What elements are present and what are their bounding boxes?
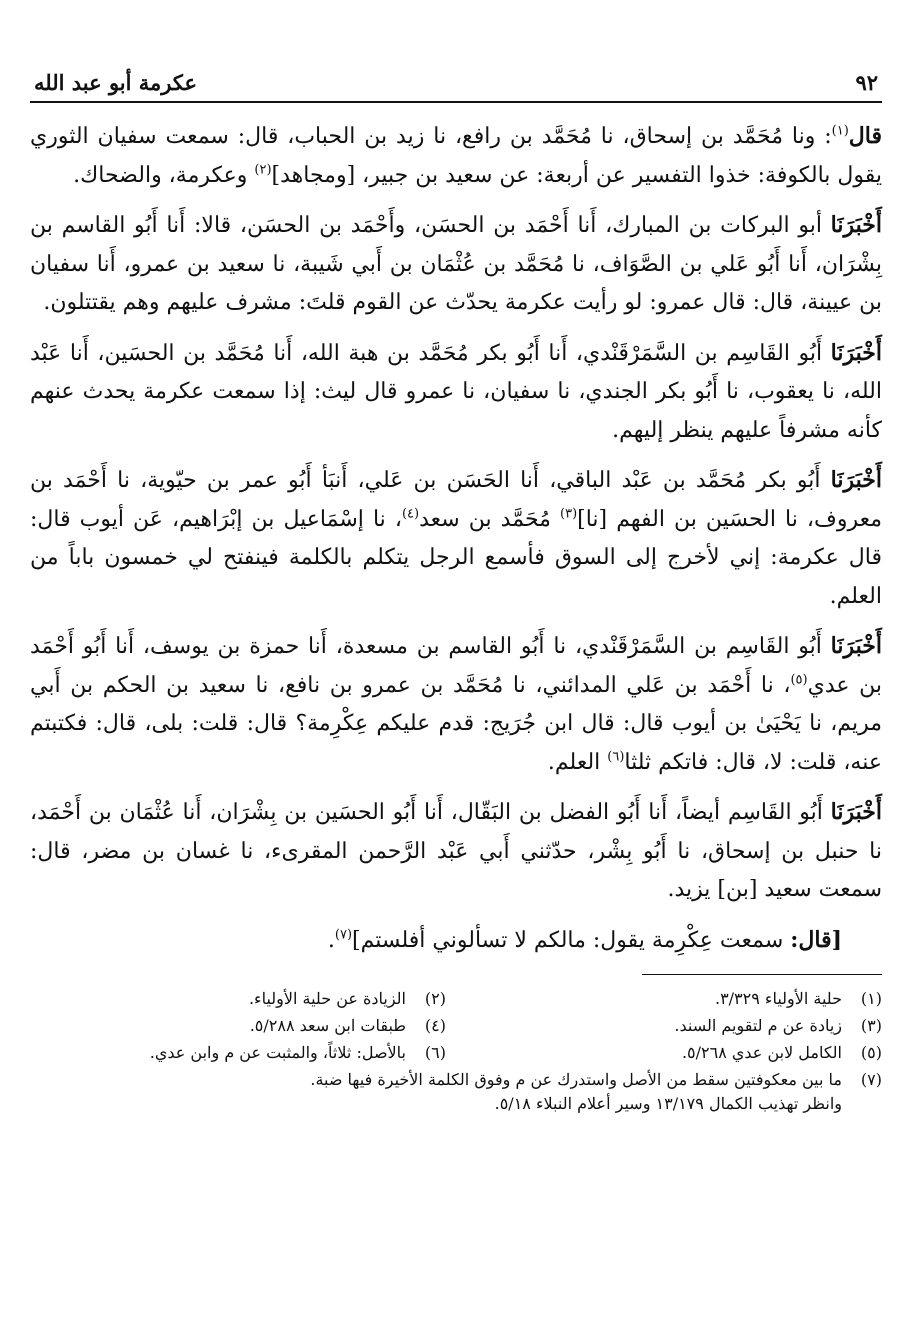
paragraph [30,461,882,616]
paragraph-text: أَبُو بكر مُحَمَّد بن عَبْد الباقي، أَنا الحَسَن بن عَلي، أَنبَأ أَبُو عمر بن حيّوية، نا أَحْمَد بن معروف، نا الحسَين بن الفهم [نا] [30,468,882,532]
paragraph [30,334,882,451]
paragraph [30,793,882,910]
paragraph-lead: أَخْبَرَنَا [830,633,882,659]
paragraph-text: العلم. [547,749,608,775]
paragraph [30,206,882,323]
page-header [30,70,882,101]
paragraph-lead: أَخْبَرَنَا [830,212,882,238]
main-text [30,117,882,960]
paragraph-text: أبو البركات بن المبارك، أَنا أَحْمَد بن الحسَن، وأَحْمَد بن الحسَن، قالا: أَنا أَبُو القاسم بن بِشْرَان، أَنا أَبُو عَلي بن الصَّوَاف، نا مُحَمَّد بن عُثْمَان بن أَبي شَيبة، نا سعيد بن عمرو، أَنا سفيان بن عيينة، قال: قال عمرو: لو رأيت عكرمة يحدّث عن القوم قلتَ: مشرف عليهم وهم يقتتلون. [30,213,882,315]
footnote-ref: (٣) [560,506,578,522]
footnote [30,1014,446,1038]
footnote [466,1014,882,1038]
footnote-ref: (٥) [790,672,808,688]
paragraph-text: أَبُو القَاسِم أيضاً، أَنا أَبُو الفضل بن البَقّال، أَنا أَبُو الحسَين بن بِشْرَان، أَنا عُثْمَان بن أَحْمَد، نا حنبل بن إسحاق، نا أَبُو بِشْر، حدّثني أَبي عَبْد الرَّحمن المقرىء، نا غسان بن مضر، قال: سمعت سعيد [بن] يزيد. [30,800,882,902]
paragraph [30,921,882,961]
footnote-text: زيادة عن م لتقويم السند. [674,1016,842,1035]
paragraph-text: أَبُو القَاسِم بن السَّمَرْقَنْدي، نا أَبُو القاسم بن مسعدة، أَنا حمزة بن يوسف، أَنا أَبُو أَحْمَد بن عدي [30,634,882,698]
book-page [30,70,882,1116]
paragraph-lead: قال [848,123,882,149]
footnote-text: الكامل لابن عدي ٥/٢٦٨. [681,1043,842,1062]
paragraph-text: . [327,927,335,953]
footnote-text: طبقات ابن سعد ٥/٢٨٨. [249,1016,406,1035]
footnote-text: بالأصل: ثلاثاً، والمثبت عن م وابن عدي. [149,1043,406,1062]
paragraph-lead: أَخْبَرَنَا [830,799,882,825]
footnote-ref: (٤) [401,506,420,522]
paragraph-lead: أَخْبَرَنَا [830,339,882,366]
footnote-number: (٤) [424,1016,446,1035]
footnote-number: (١) [860,989,882,1008]
footnote-number: (٥) [860,1043,882,1062]
footnote-ref: (١) [831,123,849,139]
paragraph-text: وعكرمة، والضحاك. [73,162,255,188]
footnote [466,1041,882,1065]
paragraph-text: ، نا أَحْمَد بن عَلي المدائني، نا مُحَمَّد بن عمرو بن نافع، نا سعيد بن الحكم بن أَبي مريم، نا يَحْيَىٰ بن أيوب قال: قال ابن جُرَيج: قدم عليكم عِكْرِمة؟ قال: قلت: بلى، قال: فكتبتم عنه، قلت: لا، قال: فاتكم ثلثا [30,672,882,775]
footnotes [30,987,882,1116]
running-title: عكرمة أبو عبد الله [34,70,198,95]
footnote-text: الزيادة عن حلية الأولياء. [248,989,406,1008]
footnote [30,1041,446,1065]
paragraph-text: سمعت عِكْرِمة يقول: مالكم لا تسألوني أفلستم] [352,927,791,953]
paragraph-text: ، نا إسْمَاعيل بن إبْرَاهيم، عَن أيوب قال: قال عكرمة: إني لأخرج إلى السوق فأسمع الرجل يتكلم بالكلمة فينفتح لي خمسون باباً من العلم. [30,506,882,609]
paragraph-text: أَبُو القَاسِم بن السَّمَرْقَنْدي، أَنا أَبُو بكر مُحَمَّد بن هبة الله، أَنا مُحَمَّد بن الحسَين، أَنا عَبْد الله، نا يعقوب، نا أَبُو بكر الجندي، نا سفيان، نا عمرو قال ليث: إذا سمعت عكرمة يحدث عنهم كأنه مشرفاً عليهم ينظر إليهم. [30,340,882,443]
footnote-number: (٦) [424,1043,446,1062]
footnote [30,987,446,1011]
page-number: ٩٢ [855,70,878,95]
paragraph-lead: [قال: [790,926,842,953]
footnote-number: (٣) [860,1016,882,1035]
paragraph-text: مُحَمَّد بن سعد [419,506,560,532]
paragraph-lead: أَخْبَرَنَا [830,467,882,493]
footnote [30,1068,882,1092]
footnote-separator [642,974,882,975]
paragraph [30,117,882,195]
footnote-ref: (٢) [254,162,272,178]
footnote-ref: (٧) [334,927,353,943]
header-rule [30,101,882,103]
footnote [466,987,882,1011]
paragraph-text: : ونا مُحَمَّد بن إسحاق، نا مُحَمَّد بن رافع، نا زيد بن الحباب، قال: سمعت سفيان الثوري يقول بالكوفة: خذوا التفسير عن أربعة: عن سعيد بن جبير، [ومجاهد] [30,124,882,188]
footnote-continuation: وانظر تهذيب الكمال ١٣/١٧٩ وسير أعلام النبلاء ٥/١٨. [494,1094,842,1113]
paragraph [30,627,882,782]
footnote-grid [30,987,882,1065]
footnote-text: حلية الأولياء ٣/٣٢٩. [714,989,842,1008]
footnote-number: (٢) [424,989,446,1008]
footnote-ref: (٦) [607,749,625,765]
footnote-number: (٧) [860,1070,882,1089]
footnote-text: ما بين معكوفتين سقط من الأصل واستدرك عن م وفوق الكلمة الأخيرة فيها ضبة. [310,1070,842,1089]
